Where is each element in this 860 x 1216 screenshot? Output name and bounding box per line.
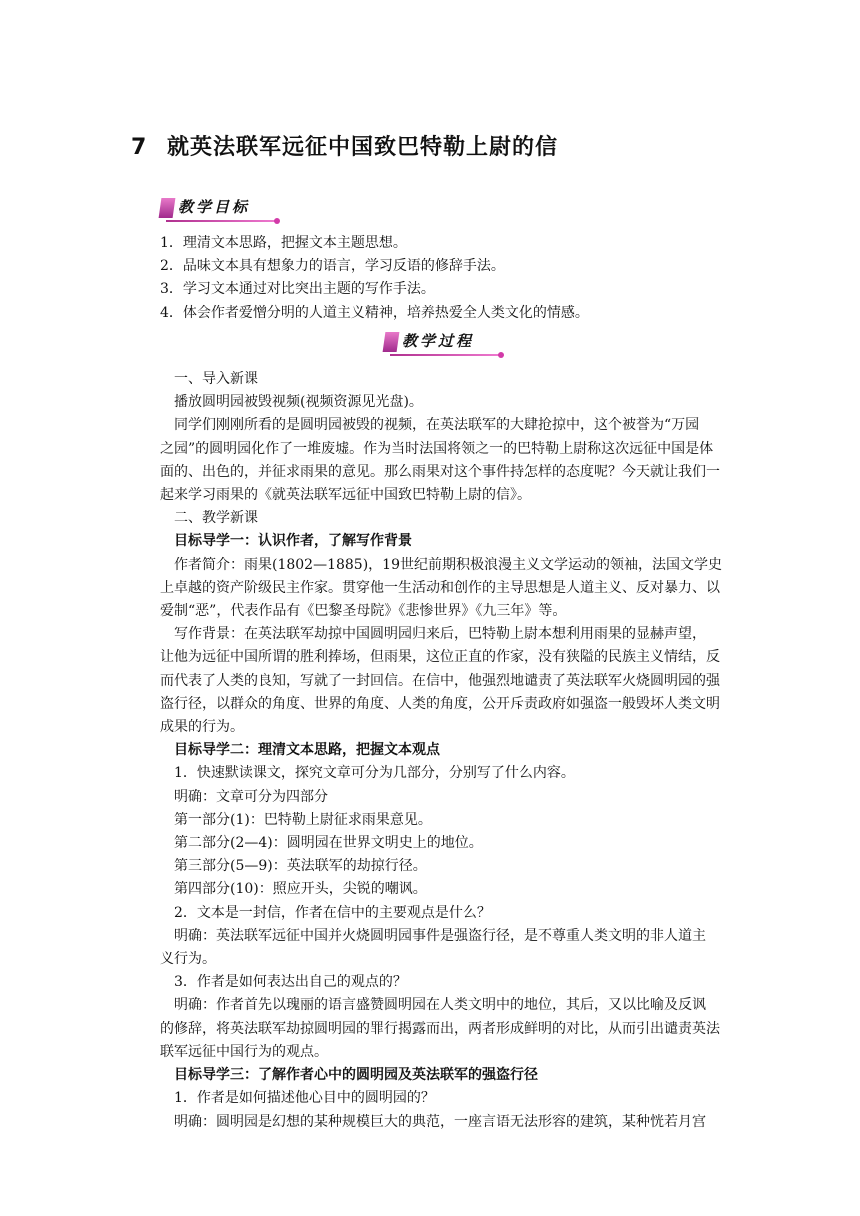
section-subheading: 目标导学一：认识作者，了解写作背景 bbox=[174, 533, 412, 550]
body-line: 第二部分(2—4)：圆明园在世界文明史上的地位。 bbox=[174, 835, 483, 852]
body-line: 成果的行为。 bbox=[160, 719, 244, 736]
section-heading-goals: 教学目标 bbox=[178, 198, 251, 216]
body-line: 一、导入新课 bbox=[174, 371, 258, 387]
goals-list bbox=[160, 232, 730, 325]
goal-item: 1．理清文本思路，把握文本主题思想。 bbox=[160, 235, 407, 251]
body-line: 1．作者是如何描述他心目中的圆明园的？ bbox=[174, 1090, 435, 1107]
body-line: 二、教学新课 bbox=[174, 510, 258, 527]
badge-underline bbox=[166, 220, 278, 222]
lesson-title bbox=[131, 130, 558, 161]
body-line: 让他为远征中国所谓的胜利捧场，但雨果，这位正直的作家，没有狭隘的民族主义情结，反 bbox=[160, 649, 720, 666]
badge-dot bbox=[274, 218, 280, 224]
body-line: 第四部分(10)：照应开头，尖锐的嘲讽。 bbox=[174, 881, 427, 898]
body-line: 上卓越的资产阶级民主作家。贯穿他一生活动和创作的主导思想是人道主义、反对暴力、以 bbox=[160, 579, 720, 596]
body-line: 播放圆明园被毁视频(视频资源见光盘)。 bbox=[174, 394, 423, 411]
body-line: 写作背景：在英法联军劫掠中国圆明园归来后，巴特勒上尉本想利用雨果的显赫声望， bbox=[174, 626, 706, 643]
badge-accent bbox=[159, 198, 176, 218]
section-heading-process: 教学过程 bbox=[402, 332, 475, 350]
body-line: 明确：作者首先以瑰丽的语言盛赞圆明园在人类文明中的地位，其后，又以比喻及反讽 bbox=[174, 997, 706, 1014]
lesson-number: 7 bbox=[131, 135, 148, 160]
section-subheading: 目标导学二：理清文本思路，把握文本观点 bbox=[174, 742, 440, 759]
section-badge-goals bbox=[160, 196, 282, 222]
badge-dot bbox=[498, 352, 504, 358]
body-line: 作者简介：雨果(1802—1885)，19世纪前期积极浪漫主义文学运动的领袖，法国文学史 bbox=[174, 556, 722, 573]
body-line: 面的、出色的，并征求雨果的意见。那么雨果对这个事件持怎样的态度呢？今天就让我们一 bbox=[160, 463, 720, 480]
lesson-title-text: 就英法联军远征中国致巴特勒上尉的信 bbox=[167, 135, 559, 160]
body-line: 明确：文章可分为四部分 bbox=[174, 788, 328, 805]
body-line: 的修辞，将英法联军劫掠圆明园的罪行揭露而出，两者形成鲜明的对比，从而引出谴责英法 bbox=[160, 1020, 720, 1037]
goal-item: 4．体会作者爱憎分明的人道主义精神，培养热爱全人类文化的情感。 bbox=[160, 304, 589, 321]
body-line: 联军远征中国行为的观点。 bbox=[160, 1043, 328, 1060]
badge-underline bbox=[390, 354, 502, 356]
body-line: 而代表了人类的良知，写就了一封回信。在信中，他强烈地谴责了英法联军火烧圆明园的强 bbox=[160, 672, 720, 689]
body-line: 3．作者是如何表达出自己的观点的？ bbox=[174, 974, 407, 991]
body-line: 2．文本是一封信，作者在信中的主要观点是什么？ bbox=[174, 904, 491, 921]
goal-item: 2．品味文本具有想象力的语言，学习反语的修辞手法。 bbox=[160, 258, 505, 275]
body-line: 第一部分(1)：巴特勒上尉征求雨果意见。 bbox=[174, 811, 432, 828]
body-line: 1．快速默读课文，探究文章可分为几部分，分别写了什么内容。 bbox=[174, 765, 575, 782]
body-line: 第三部分(5—9)：英法联军的劫掠行径。 bbox=[174, 858, 427, 875]
body-line: 之园”的圆明园化作了一堆废墟。作为当时法国将领之一的巴特勒上尉称这次远征中国是体 bbox=[160, 440, 714, 457]
badge-accent bbox=[383, 332, 400, 352]
process-body bbox=[160, 368, 730, 1134]
section-badge-process bbox=[384, 330, 506, 356]
body-line: 爱制“恶”，代表作品有《巴黎圣母院》《悲惨世界》《九三年》等。 bbox=[160, 603, 567, 620]
body-line: 明确：英法联军远征中国并火烧圆明园事件是强盗行径，是不尊重人类文明的非人道主 bbox=[174, 927, 706, 944]
body-line: 明确：圆明园是幻想的某种规模巨大的典范，一座言语无法形容的建筑，某种恍若月宫 bbox=[174, 1113, 706, 1130]
body-line: 盗行径，以群众的角度、世界的角度、人类的角度，公开斥责政府如强盗一般毁坏人类文明 bbox=[160, 695, 720, 712]
body-line: 起来学习雨果的《就英法联军远征中国致巴特勒上尉的信》。 bbox=[160, 487, 531, 504]
goal-item: 3．学习文本通过对比突出主题的写作手法。 bbox=[160, 281, 435, 298]
section-subheading: 目标导学三：了解作者心中的圆明园及英法联军的强盗行径 bbox=[174, 1067, 538, 1084]
body-line: 义行为。 bbox=[160, 951, 216, 968]
body-line: 同学们刚刚所看的是圆明园被毁的视频，在英法联军的大肆抢掠中，这个被誉为“万园 bbox=[174, 417, 700, 434]
